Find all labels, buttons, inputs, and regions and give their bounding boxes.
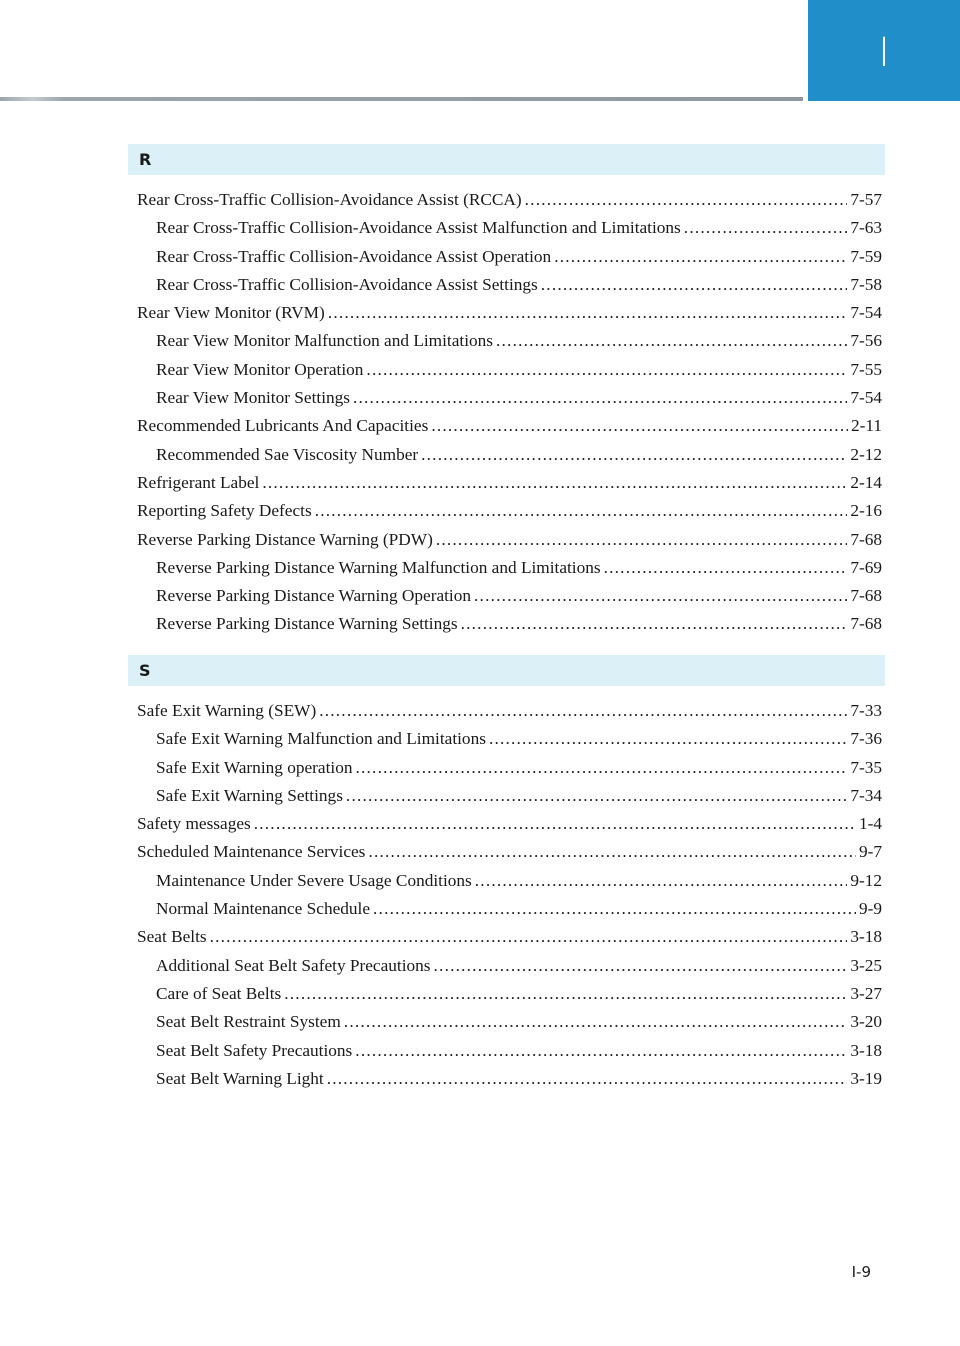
entry-page: 7-68 xyxy=(850,614,882,634)
entry-label: Rear View Monitor (RVM) xyxy=(137,303,325,323)
section-header-s: S xyxy=(128,655,885,686)
dot-leader xyxy=(525,190,848,210)
index-subentry[interactable] xyxy=(137,899,882,927)
index-letter: I xyxy=(878,29,890,76)
entry-label: Rear Cross-Traffic Collision-Avoidance Assist Malfunction and Limitations xyxy=(156,218,681,238)
dot-leader xyxy=(355,1041,847,1061)
entry-label: Rear View Monitor Settings xyxy=(156,388,350,408)
index-entry[interactable] xyxy=(137,701,882,729)
dot-leader xyxy=(474,586,847,606)
entry-page: 2-16 xyxy=(850,501,882,521)
index-entry[interactable] xyxy=(137,814,882,842)
entry-label: Normal Maintenance Schedule xyxy=(156,899,371,919)
entry-label: Seat Belt Warning Light xyxy=(156,1068,324,1088)
dot-leader xyxy=(319,701,847,721)
entry-page: 7-56 xyxy=(850,331,882,351)
entry-label: Scheduled Maintenance Services xyxy=(137,842,366,862)
entry-label: Reverse Parking Distance Warning Settings xyxy=(156,614,458,634)
entry-page: 3-25 xyxy=(850,955,882,975)
entry-label: Recommended Lubricants And Capacities xyxy=(137,416,429,436)
dot-leader xyxy=(284,984,847,1004)
entry-label: Rear Cross-Traffic Collision-Avoidance Assist Operation xyxy=(156,246,552,266)
entry-label: Safe Exit Warning Settings xyxy=(156,785,343,805)
entry-label: Safe Exit Warning Malfunction and Limitations xyxy=(156,729,486,749)
entry-page: 9-12 xyxy=(850,870,882,890)
entry-page: 7-55 xyxy=(850,359,882,379)
index-subentry[interactable] xyxy=(137,614,882,642)
header-rule xyxy=(0,97,803,101)
entry-page: 3-19 xyxy=(850,1068,882,1088)
dot-leader xyxy=(210,927,848,947)
entry-page: 3-18 xyxy=(850,927,882,947)
dot-leader xyxy=(328,303,848,323)
index-subentry[interactable] xyxy=(137,331,882,359)
entry-page: 1-4 xyxy=(858,814,882,834)
index-subentry[interactable] xyxy=(137,786,882,814)
entry-label: Reverse Parking Distance Warning Malfunction and Limitations xyxy=(156,557,601,577)
dot-leader xyxy=(461,614,848,634)
entry-label: Safety messages xyxy=(137,814,251,834)
dot-leader xyxy=(254,814,856,834)
entry-label: Reverse Parking Distance Warning Operation xyxy=(156,586,472,606)
dot-leader xyxy=(684,218,848,238)
index-entry[interactable] xyxy=(137,530,882,558)
index-subentry[interactable] xyxy=(137,984,882,1012)
entry-page: 7-58 xyxy=(850,274,882,294)
index-subentry[interactable] xyxy=(137,388,882,416)
dot-leader xyxy=(373,899,856,919)
index-subentry[interactable] xyxy=(137,871,882,899)
index-subentry[interactable] xyxy=(137,558,882,586)
entry-label: Rear View Monitor Operation xyxy=(156,359,364,379)
dot-leader xyxy=(315,501,848,521)
dot-leader xyxy=(475,871,848,891)
entry-page: 2-14 xyxy=(850,472,882,492)
dot-leader xyxy=(353,388,847,408)
index-subentry[interactable] xyxy=(137,275,882,303)
index-entry[interactable] xyxy=(137,190,882,218)
index-entry[interactable] xyxy=(137,842,882,870)
entry-label: Rear Cross-Traffic Collision-Avoidance Assist (RCCA) xyxy=(137,190,522,209)
index-entry[interactable] xyxy=(137,927,882,955)
dot-leader xyxy=(421,445,847,465)
entry-label: Safe Exit Warning (SEW) xyxy=(137,701,317,720)
entry-page: 7-35 xyxy=(850,757,882,777)
entry-label: Seat Belt Safety Precautions xyxy=(156,1040,353,1060)
dot-leader xyxy=(346,786,847,806)
entry-label: Seat Belts xyxy=(137,927,207,947)
index-subentry[interactable] xyxy=(137,1041,882,1069)
index-entry[interactable] xyxy=(137,416,882,444)
dot-leader xyxy=(496,331,847,351)
index-subentry[interactable] xyxy=(137,247,882,275)
entry-list-r xyxy=(128,190,885,643)
entry-page: 3-20 xyxy=(850,1012,882,1032)
entry-page: 7-36 xyxy=(850,729,882,749)
index-section-s xyxy=(128,655,885,1097)
index-entry[interactable] xyxy=(137,303,882,331)
entry-label: Rear Cross-Traffic Collision-Avoidance Assist Settings xyxy=(156,274,538,294)
dot-leader xyxy=(489,729,847,749)
entry-label: Seat Belt Restraint System xyxy=(156,1012,341,1032)
index-entry[interactable] xyxy=(137,473,882,501)
dot-leader xyxy=(554,247,847,267)
entry-page: 3-18 xyxy=(850,1040,882,1060)
index-subentry[interactable] xyxy=(137,586,882,614)
entry-label: Reporting Safety Defects xyxy=(137,501,312,521)
dot-leader xyxy=(436,530,847,550)
index-subentry[interactable] xyxy=(137,758,882,786)
entry-page: 2-12 xyxy=(850,444,882,464)
index-subentry[interactable] xyxy=(137,360,882,388)
entry-label: Safe Exit Warning operation xyxy=(156,757,353,777)
dot-leader xyxy=(431,416,848,436)
entry-page: 7-68 xyxy=(850,586,882,606)
dot-leader xyxy=(356,758,848,778)
entry-label: Maintenance Under Severe Usage Conditions xyxy=(156,870,472,890)
entry-label: Recommended Sae Viscosity Number xyxy=(156,444,419,464)
dot-leader xyxy=(327,1069,848,1089)
entry-page: 7-68 xyxy=(850,529,882,549)
index-subentry[interactable] xyxy=(137,1069,882,1097)
index-subentry[interactable] xyxy=(137,218,882,246)
index-subentry[interactable] xyxy=(137,445,882,473)
entry-page: 9-9 xyxy=(858,899,882,919)
section-header-r: R xyxy=(128,144,885,175)
dot-leader xyxy=(344,1012,848,1032)
index-entry[interactable] xyxy=(137,501,882,529)
entry-page: 7-34 xyxy=(850,785,882,805)
entry-page: 7-57 xyxy=(850,190,882,209)
entry-page: 7-54 xyxy=(850,303,882,323)
entry-page: 7-63 xyxy=(850,218,882,238)
entry-label: Reverse Parking Distance Warning (PDW) xyxy=(137,529,433,549)
entry-page: 7-59 xyxy=(850,246,882,266)
page-number: I-9 xyxy=(851,1263,871,1281)
entry-label: Refrigerant Label xyxy=(137,472,260,492)
index-subentry[interactable] xyxy=(137,1012,882,1040)
dot-leader xyxy=(368,842,856,862)
index-letter-tab xyxy=(808,0,960,101)
dot-leader xyxy=(262,473,847,493)
entry-page: 7-69 xyxy=(850,557,882,577)
dot-leader xyxy=(604,558,848,578)
entry-label: Rear View Monitor Malfunction and Limitations xyxy=(156,331,494,351)
entry-page: 2-11 xyxy=(850,416,882,436)
entry-page: 3-27 xyxy=(850,983,882,1003)
entry-label: Care of Seat Belts xyxy=(156,983,282,1003)
dot-leader xyxy=(541,275,848,295)
entry-label: Additional Seat Belt Safety Precautions xyxy=(156,955,431,975)
index-subentry[interactable] xyxy=(137,729,882,757)
dot-leader xyxy=(366,360,847,380)
index-subentry[interactable] xyxy=(137,956,882,984)
entry-list-s xyxy=(128,701,885,1097)
index-section-r xyxy=(128,144,885,643)
entry-page: 7-54 xyxy=(850,388,882,408)
dot-leader xyxy=(434,956,848,976)
entry-page: 9-7 xyxy=(858,842,882,862)
entry-page: 7-33 xyxy=(850,701,882,720)
